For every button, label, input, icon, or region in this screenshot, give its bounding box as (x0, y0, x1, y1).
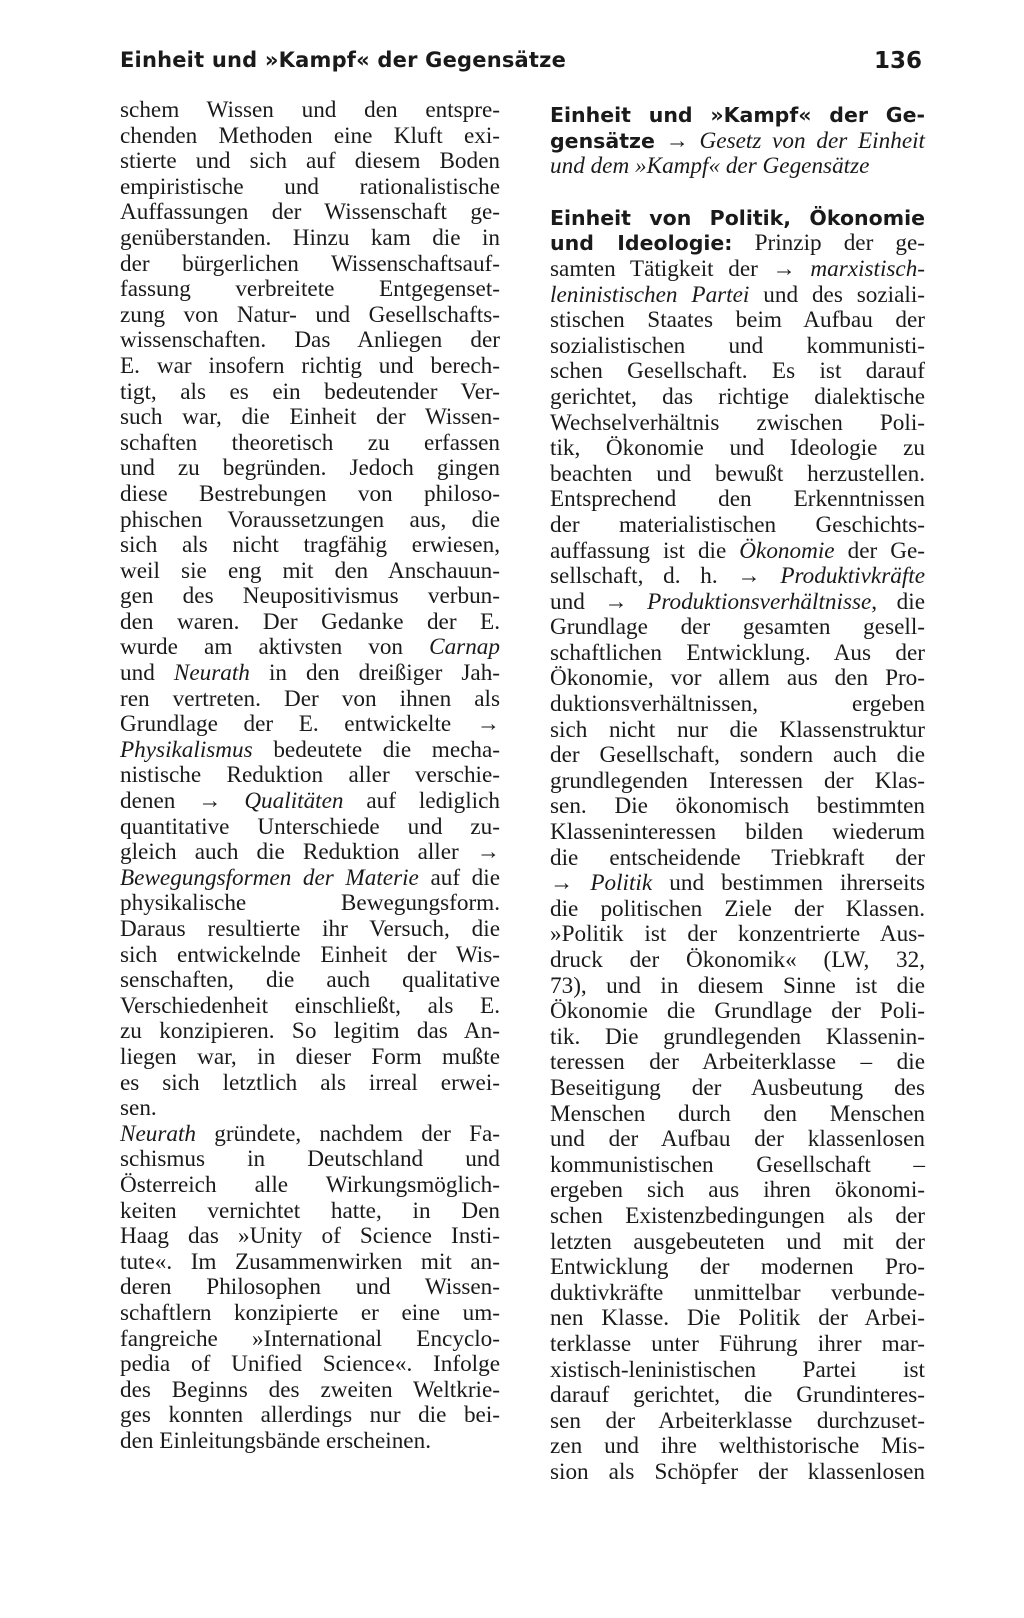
text-line: Ökonomie die Grundlage der Poli- (550, 998, 925, 1025)
text-line: sion als Schöpfer der klassenlosen (550, 1458, 925, 1485)
text-line: Beseitigung der Ausbeutung des (550, 1074, 925, 1101)
ref-physikalismus: Physikalismus (120, 736, 253, 763)
text-line: schaftlichen Entwicklung. Aus der (550, 639, 925, 666)
dictionary-entry-einheit-politik (550, 206, 925, 1486)
text-line (550, 103, 925, 129)
text-line: schaften theoretisch zu erfassen (120, 429, 500, 456)
text-line (120, 661, 500, 687)
text-line: schen Gesellschaft. Es ist darauf (550, 358, 925, 385)
text-line: physikalische Bewegungsform. (120, 890, 500, 917)
text-run: samten Tätigkeit der → (550, 255, 796, 282)
ref-politik: Politik (590, 870, 653, 897)
text-line: duktivkräfte unmittelbar verbunde- (550, 1279, 925, 1306)
text-line: Österreich alle Wirkungsmöglich- (120, 1171, 500, 1198)
text-line: zen und ihre welthistorische Mis- (550, 1433, 925, 1460)
text-run: auf die (430, 864, 500, 891)
text-line: sozialistischen und kommunisti- (550, 332, 925, 359)
ref-oekonomie: Ökonomie (739, 537, 835, 564)
text-line: beachten und bewußt herzustellen. (550, 460, 925, 487)
text-line: wissenschaften. Das Anliegen der (120, 327, 500, 354)
text-line: pedia of Unified Science«. Infolge (120, 1351, 500, 1378)
text-line: sich nicht nur die Klassenstruktur (550, 716, 925, 743)
text-line (550, 231, 925, 257)
text-run: → (550, 870, 574, 897)
text-line: sen der Arbeiterklasse durchzuset- (550, 1407, 925, 1434)
ref-produktivkraefte: Produktivkräfte (780, 563, 925, 590)
text-line: »Politik ist der konzentrierte Aus- (550, 921, 925, 948)
entry-headword: Einheit von Politik, Ökonomie (550, 205, 925, 230)
text-line: nistische Reduktion aller verschie- (120, 762, 500, 789)
text-line: Entsprechend den Erkenntnissen (550, 486, 925, 513)
text-line: darauf gerichtet, die Grundinteres- (550, 1382, 925, 1409)
text-line: stierte und sich auf diesem Boden (120, 148, 500, 175)
text-line: schismus in Deutschland und (120, 1146, 500, 1173)
text-line: tute«. Im Zusammenwirken mit an- (120, 1248, 500, 1275)
text-run: wurde am aktivsten von (120, 634, 404, 661)
text-line: keiten vernichtet hatte, in Den (120, 1197, 500, 1224)
right-column (550, 103, 925, 1485)
text-line: den waren. Der Gedanke der E. (120, 608, 500, 635)
text-line (120, 866, 500, 892)
text-line: ergeben sich aus ihren ökonomi- (550, 1177, 925, 1204)
text-line: Menschen durch den Menschen (550, 1100, 925, 1127)
text-line (120, 789, 500, 815)
text-line: E. war insofern richtig und berech- (120, 352, 500, 379)
ref-partei: leninistischen Partei (550, 281, 750, 308)
text-line: phischen Voraussetzungen aus, die (120, 506, 500, 533)
text-line: empiristische und rationalistische (120, 173, 500, 200)
dictionary-entry-einheit-kampf (550, 103, 925, 180)
text-line (550, 206, 925, 232)
text-run: der Ge- (847, 537, 925, 564)
text-line (550, 539, 925, 565)
text-line: der materialistischen Geschichts- (550, 511, 925, 538)
text-run: , die (871, 588, 926, 615)
text-run: denen → (120, 788, 222, 815)
text-line: sen. Die ökonomisch bestimmten (550, 793, 925, 820)
text-line: die politischen Ziele der Klassen. (550, 895, 925, 922)
text-line: xistisch-leninistischen Partei ist (550, 1356, 925, 1383)
text-line: fassung verbreitete Entgegenset- (120, 276, 500, 303)
text-line: gerichtet, das richtige dialektische (550, 383, 925, 410)
text-line: ges konnten allerdings nur die bei- (120, 1402, 500, 1429)
text-run: und des soziali- (763, 281, 926, 308)
text-line: quantitative Unterschiede und zu- (120, 813, 500, 840)
text-line: und der Aufbau der klassenlosen (550, 1126, 925, 1153)
text-line: Auffassungen der Wissenschaft ge- (120, 199, 500, 226)
text-line: gleich auch die Reduktion aller → (120, 839, 500, 866)
text-line: tik. Die grundlegenden Klassenin- (550, 1023, 925, 1050)
text-line: fangreiche »International Encyclo- (120, 1325, 500, 1352)
text-line: nen Klasse. Die Politik der Arbei- (550, 1305, 925, 1332)
text-line: des Beginns des zweiten Weltkrie- (120, 1376, 500, 1403)
text-line: duktionsverhältnissen, ergeben (550, 691, 925, 718)
text-line: zung von Natur- und Gesellschafts- (120, 301, 500, 328)
text-run: sellschaft, d. h. → (550, 563, 761, 590)
text-line: tigt, als es ein bedeutender Ver- (120, 378, 500, 405)
page-number: 136 (873, 48, 922, 74)
text-line: und zu begründen. Jedoch gingen (120, 455, 500, 482)
text-run: auffassung ist die (550, 537, 727, 564)
text-line (120, 738, 500, 764)
text-line: die entscheidende Triebkraft der (550, 844, 925, 871)
text-run: und (120, 660, 155, 687)
text-line: gensätze → Gesetz von der Einheit (550, 127, 925, 154)
text-line (120, 635, 500, 661)
text-line: Grundlage der gesamten gesell- (550, 614, 925, 641)
left-column (120, 98, 500, 1454)
entry-headword: und Ideologie: (550, 231, 733, 256)
entry-headword: Einheit und »Kampf« der Ge- (550, 103, 925, 127)
text-line: den Einleitungsbände erscheinen. (120, 1427, 431, 1454)
cross-reference: Gesetz von der Einheit (699, 127, 925, 154)
text-line (550, 564, 925, 590)
text-run: bedeutete die mecha- (273, 736, 501, 763)
text-line: stischen Staates beim Aufbau der (550, 307, 925, 334)
running-head: Einheit und »Kampf« der Gegensätze (120, 48, 567, 72)
text-run: und bestimmen ihrerseits (669, 870, 926, 897)
text-line (550, 154, 925, 180)
text-line: Wechselverhältnis zwischen Poli- (550, 409, 925, 436)
text-line: tik, Ökonomie und Ideologie zu (550, 435, 925, 462)
name-neurath: Neurath (173, 660, 250, 687)
ref-bewegungsformen: Bewegungsformen der Materie (120, 864, 419, 891)
text-line: deren Philosophen und Wissen- (120, 1274, 500, 1301)
text-run: auf lediglich (366, 788, 500, 815)
text-line: 73), und in diesem Sinne ist die (550, 972, 925, 999)
text-line: Haag das »Unity of Science Insti- (120, 1223, 500, 1250)
text-line (120, 1122, 500, 1148)
text-line: Klasseninteressen bilden wiederum (550, 819, 925, 846)
text-line: Daraus resultierte ihr Versuch, die (120, 916, 500, 942)
text-run: und → (550, 588, 628, 615)
entry-headword: gensätze (550, 128, 655, 153)
text-line: teressen der Arbeiterklasse – die (550, 1049, 925, 1076)
text-line: Entwicklung der modernen Pro- (550, 1254, 925, 1281)
text-line: such war, die Einheit der Wissen- (120, 404, 500, 431)
text-line: terklasse unter Führung ihrer mar- (550, 1330, 925, 1357)
text-line: Verschiedenheit einschließt, als E. (120, 992, 500, 1019)
text-line: der bürgerlichen Wissenschaftsauf- (120, 250, 500, 277)
text-line: liegen war, in dieser Form mußte (120, 1043, 500, 1070)
text-line (550, 590, 925, 616)
text-line: genüberstanden. Hinzu kam die in (120, 224, 500, 251)
text-run: gründete, nachdem der Fa- (214, 1120, 500, 1147)
text-line: druck der Ökonomik« (LW, 32, (550, 947, 925, 973)
text-line: letzten ausgebeuteten und mit der (550, 1228, 925, 1255)
text-line: schen Existenzbedingungen als der (550, 1202, 925, 1229)
name-carnap: Carnap (429, 634, 500, 661)
text-line: sen. (120, 1095, 157, 1122)
text-line: diese Bestrebungen von philoso- (120, 480, 500, 507)
text-line: schem Wissen und den entspre- (120, 97, 500, 123)
text-line: weil sie eng mit den Anschauun- (120, 557, 500, 584)
cross-reference: und dem »Kampf« der Gegensätze (550, 153, 870, 180)
text-line: schaftlern konzipierte er eine um- (120, 1299, 500, 1326)
name-neurath-2: Neurath (120, 1120, 197, 1147)
text-line: ren vertreten. Der von ihnen als (120, 685, 500, 712)
text-line: gen des Neupositivismus verbun- (120, 583, 500, 610)
text-line (550, 257, 925, 283)
text-line: sich entwickelnde Einheit der Wis- (120, 941, 500, 968)
text-line (550, 871, 925, 897)
text-line: der Gesellschaft, sondern auch die (550, 742, 925, 769)
text-line: senschaften, die auch qualitative (120, 967, 500, 994)
text-line: chenden Methoden eine Kluft exi- (120, 122, 500, 149)
text-run: in den dreißiger Jah- (268, 660, 501, 687)
text-line: Ökonomie, vor allem aus den Pro- (550, 665, 925, 692)
text-line: kommunistischen Gesellschaft – (550, 1151, 925, 1178)
text-line: Grundlage der E. entwickelte → (120, 711, 500, 738)
text-line: sich als nicht tragfähig erwiesen, (120, 532, 500, 559)
ref-partei: marxistisch- (810, 255, 926, 282)
text-run: Prinzip der ge- (754, 230, 926, 257)
ref-qualitaeten: Qualitäten (244, 788, 344, 815)
text-line: es sich letztlich als irreal erwei- (120, 1069, 500, 1096)
ref-produktionsverhaeltnisse: Produktionsverhältnisse (647, 588, 872, 615)
text-line: zu konzipieren. So legitim das An- (120, 1018, 500, 1045)
text-line: grundlegenden Interessen der Klas- (550, 767, 925, 794)
text-line (550, 283, 925, 309)
